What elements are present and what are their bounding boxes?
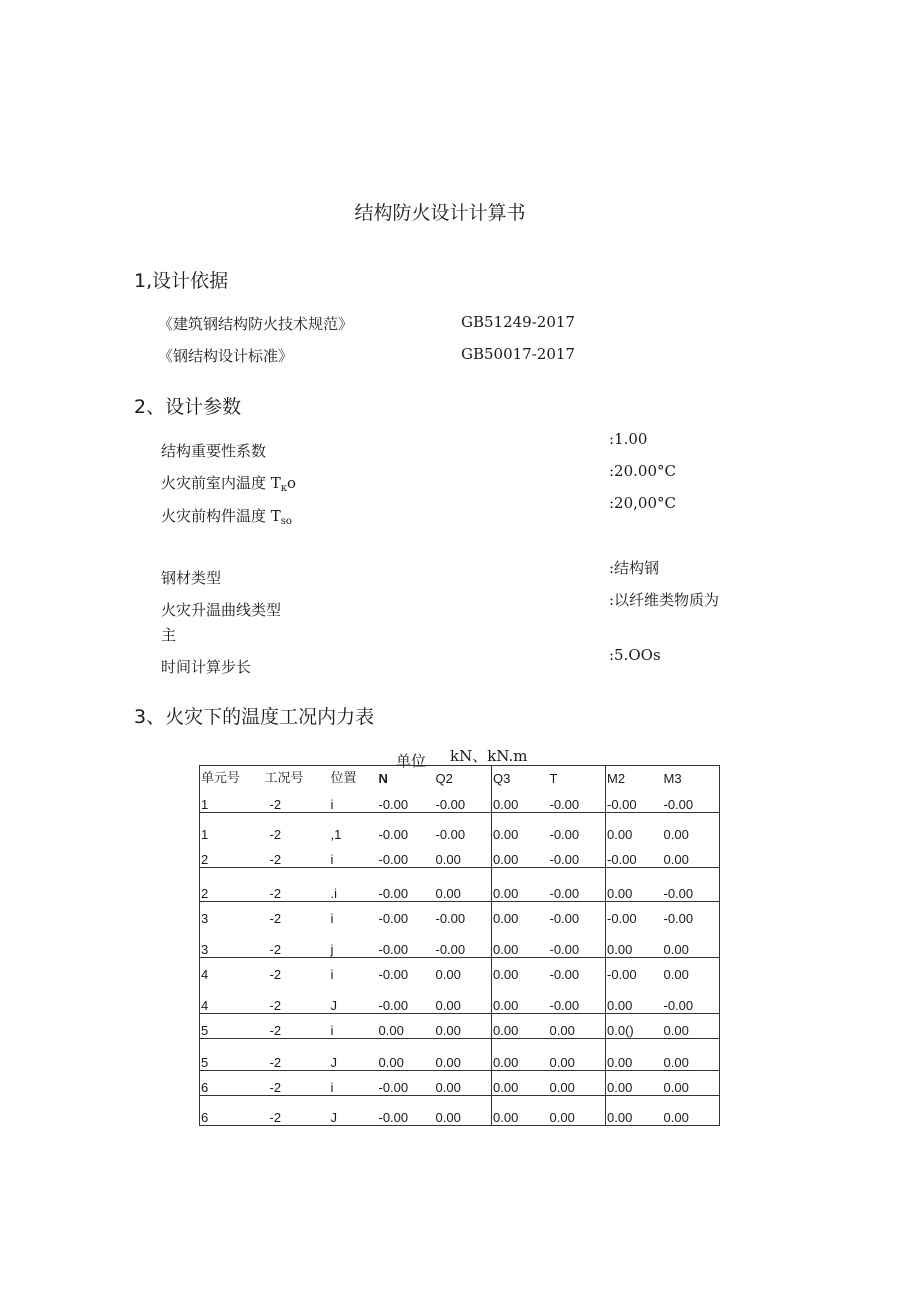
table-cell: 0.00	[549, 1039, 606, 1071]
table-cell: 5	[200, 1014, 264, 1039]
table-cell: 0.00	[606, 1096, 663, 1126]
table-cell: -0.00	[378, 797, 409, 812]
table-cell: 0.00	[607, 998, 633, 1013]
table-cell: 0.00	[606, 813, 663, 842]
table-row	[200, 868, 720, 902]
table-cell: 0.00	[435, 842, 492, 868]
table-cell: -2	[264, 1096, 330, 1126]
table-cell: 0.00	[549, 1014, 606, 1039]
document-title: 结构防火设计计算书	[354, 202, 526, 224]
table-cell: 0.00	[378, 1014, 435, 1039]
table-cell: -2	[269, 797, 282, 812]
column-header: 单元号	[200, 766, 264, 793]
table-cell: 0.00	[435, 982, 492, 1014]
table-cell: 6	[200, 1071, 264, 1096]
section2-heading: 2、设计参数	[134, 396, 242, 418]
table-cell: -0.00	[549, 842, 606, 868]
table-cell: -0.00	[435, 793, 492, 813]
table-cell: -2	[264, 902, 330, 926]
table-cell: -0.00	[663, 902, 720, 926]
table-cell: 0.00	[663, 1014, 720, 1039]
table-cell: -0.00	[549, 868, 606, 902]
table-cell: 5	[200, 1039, 264, 1071]
table-cell: 0.0()	[606, 1014, 663, 1039]
param-label-importance: 结构重要性系数	[161, 442, 267, 460]
table-cell: 0.00	[435, 868, 492, 902]
table-cell: 0.00	[663, 958, 720, 982]
table-cell: -0.00	[378, 868, 435, 902]
table-cell: J	[330, 1096, 378, 1126]
table-cell: 0.00	[493, 852, 519, 867]
table-cell: -0.00	[435, 926, 492, 958]
section1-heading: 1,设计依据	[134, 270, 229, 292]
reference-code: GB51249-2017	[461, 313, 575, 331]
reference-name: 《建筑钢结构防火技术规范》	[158, 315, 354, 333]
table-row	[200, 1071, 720, 1096]
table-cell: 1	[200, 813, 264, 842]
table-cell: 0.00	[607, 942, 633, 957]
table-cell: 0.00	[492, 813, 549, 842]
table-cell: 0.00	[492, 868, 549, 902]
table-cell: -2	[264, 868, 330, 902]
table-cell: 3	[200, 902, 264, 926]
table-row	[200, 926, 720, 958]
table-cell: 1	[200, 793, 264, 813]
table-cell: -0.00	[378, 942, 409, 957]
param-label-fire-curve-cont: 主	[161, 626, 177, 644]
table-cell: -0.00	[435, 813, 492, 842]
table-cell: -0.00	[378, 852, 409, 867]
column-header: N	[378, 766, 435, 793]
table-cell: 0.00	[492, 1039, 549, 1071]
column-header: Q3	[492, 766, 549, 793]
table-row	[200, 793, 720, 813]
table-cell: -0.00	[378, 813, 435, 842]
table-cell: -2	[264, 1014, 330, 1039]
table-row	[200, 1096, 720, 1126]
param-label-time-step: 时间计算步长	[161, 658, 252, 676]
table-cell: 4	[200, 958, 264, 982]
table-cell: -0.00	[607, 852, 637, 867]
table-cell: -2	[264, 958, 330, 982]
column-header: 工况号	[264, 766, 330, 793]
table-cell: 0.00	[492, 1014, 549, 1039]
table-cell: 0.00	[493, 942, 519, 957]
table-cell: 0.00	[493, 998, 519, 1013]
table-cell: -0.00	[607, 797, 637, 812]
table-cell: 0.00	[435, 1039, 492, 1071]
table-cell: -0.00	[549, 813, 606, 842]
table-cell: 0.00	[663, 926, 720, 958]
table-cell: 0.00	[492, 1096, 549, 1126]
table-cell: -0.00	[663, 793, 720, 813]
table-cell: -0.00	[378, 902, 435, 926]
table-cell: 0.00	[435, 958, 492, 982]
param-value-steel-type: :结构钢	[609, 559, 660, 577]
reference-code: GB50017-2017	[461, 345, 575, 363]
table-cell: 0.00	[493, 797, 519, 812]
param-value-room-temp: :20.00°C	[609, 462, 676, 480]
param-value-time-step: :5.OOs	[609, 646, 661, 664]
table-cell: -0.00	[549, 926, 606, 958]
table-header-row	[200, 766, 720, 793]
table-cell: 0.00	[663, 1096, 720, 1126]
param-value-member-temp: :20,00°C	[609, 494, 676, 512]
table-cell: 0.00	[606, 868, 663, 902]
column-header: T	[549, 766, 606, 793]
table-cell: 0.00	[606, 1071, 663, 1096]
table-row	[200, 902, 720, 926]
column-header: Q2	[435, 766, 492, 793]
table-cell: -0.00	[378, 1096, 435, 1126]
table-row	[200, 958, 720, 982]
section3-heading: 3、火灾下的温度工况内力表	[134, 706, 375, 728]
table-cell: 0.00	[492, 958, 549, 982]
table-cell: i	[330, 1014, 378, 1039]
param-value-fire-curve: :以纤维类物质为	[609, 591, 720, 609]
param-label-member-temp: 火灾前构件温度 $T_{so}$	[161, 507, 292, 527]
internal-force-table	[199, 765, 720, 1126]
param-label-steel-type: 钢材类型	[161, 569, 222, 587]
table-cell: 0.00	[492, 1071, 549, 1096]
table-cell: .i	[330, 868, 378, 902]
table-cell: -0.00	[606, 958, 663, 982]
table-cell: 0.00	[549, 1096, 606, 1126]
table-cell: i	[330, 1071, 378, 1096]
table-cell: 3	[200, 926, 264, 958]
table-cell: 0.00	[378, 1039, 435, 1071]
table-cell: 0.00	[663, 1039, 720, 1071]
table-cell: 0.00	[435, 1071, 492, 1096]
column-header: M3	[663, 766, 720, 793]
table-row	[200, 982, 720, 1014]
table-cell: i	[330, 797, 334, 812]
table-cell: -0.00	[549, 902, 606, 926]
table-cell: -2	[269, 998, 282, 1013]
table-cell: 0.00	[663, 1071, 720, 1096]
table-cell: -0.00	[549, 958, 606, 982]
table-row	[200, 842, 720, 868]
table-cell: 6	[200, 1096, 264, 1126]
table-cell: -0.00	[549, 793, 606, 813]
table-cell: -2	[269, 942, 282, 957]
table-cell: 0.00	[435, 1096, 492, 1126]
table-cell: 0.00	[606, 1039, 663, 1071]
table-cell: 0.00	[435, 1014, 492, 1039]
table-cell: 4	[200, 982, 264, 1014]
table-cell: -2	[264, 1071, 330, 1096]
table-cell: i	[330, 852, 334, 867]
table-cell: i	[330, 902, 378, 926]
param-label-room-temp: 火灾前室内温度 $T_\kappa o$	[161, 474, 297, 494]
table-cell: -0.00	[435, 902, 492, 926]
column-header: M2	[606, 766, 663, 793]
table-row	[200, 1014, 720, 1039]
table-cell: j	[330, 942, 334, 957]
table-cell: i	[330, 958, 378, 982]
table-cell: -2	[264, 813, 330, 842]
table-cell: -0.00	[663, 982, 720, 1014]
table-cell: 0.00	[492, 902, 549, 926]
table-cell: -0.00	[663, 868, 720, 902]
unit-label: 单位	[396, 752, 427, 770]
table-cell: -0.00	[549, 982, 606, 1014]
table-cell: J	[330, 998, 337, 1013]
table-cell: -0.00	[606, 902, 663, 926]
unit-value: kN、kN.m	[450, 747, 528, 765]
table-cell: ,1	[330, 813, 378, 842]
table-cell: 0.00	[549, 1071, 606, 1096]
table-cell: -0.00	[378, 958, 435, 982]
table-cell: -0.00	[378, 1071, 435, 1096]
param-label-fire-curve: 火灾升温曲线类型	[161, 601, 282, 619]
param-value-importance: :1.00	[609, 430, 648, 448]
table-row	[200, 1039, 720, 1071]
table-cell: -0.00	[378, 998, 409, 1013]
column-header: 位置	[330, 766, 378, 793]
table-cell: 0.00	[663, 813, 720, 842]
table-cell: -2	[264, 1039, 330, 1071]
table-cell: J	[330, 1039, 378, 1071]
reference-name: 《钢结构设计标准》	[158, 347, 294, 365]
table-cell: 0.00	[663, 842, 720, 868]
table-row	[200, 813, 720, 842]
table-cell: -2	[269, 852, 282, 867]
table-cell: 2	[200, 868, 264, 902]
table-cell: 2	[200, 842, 264, 868]
